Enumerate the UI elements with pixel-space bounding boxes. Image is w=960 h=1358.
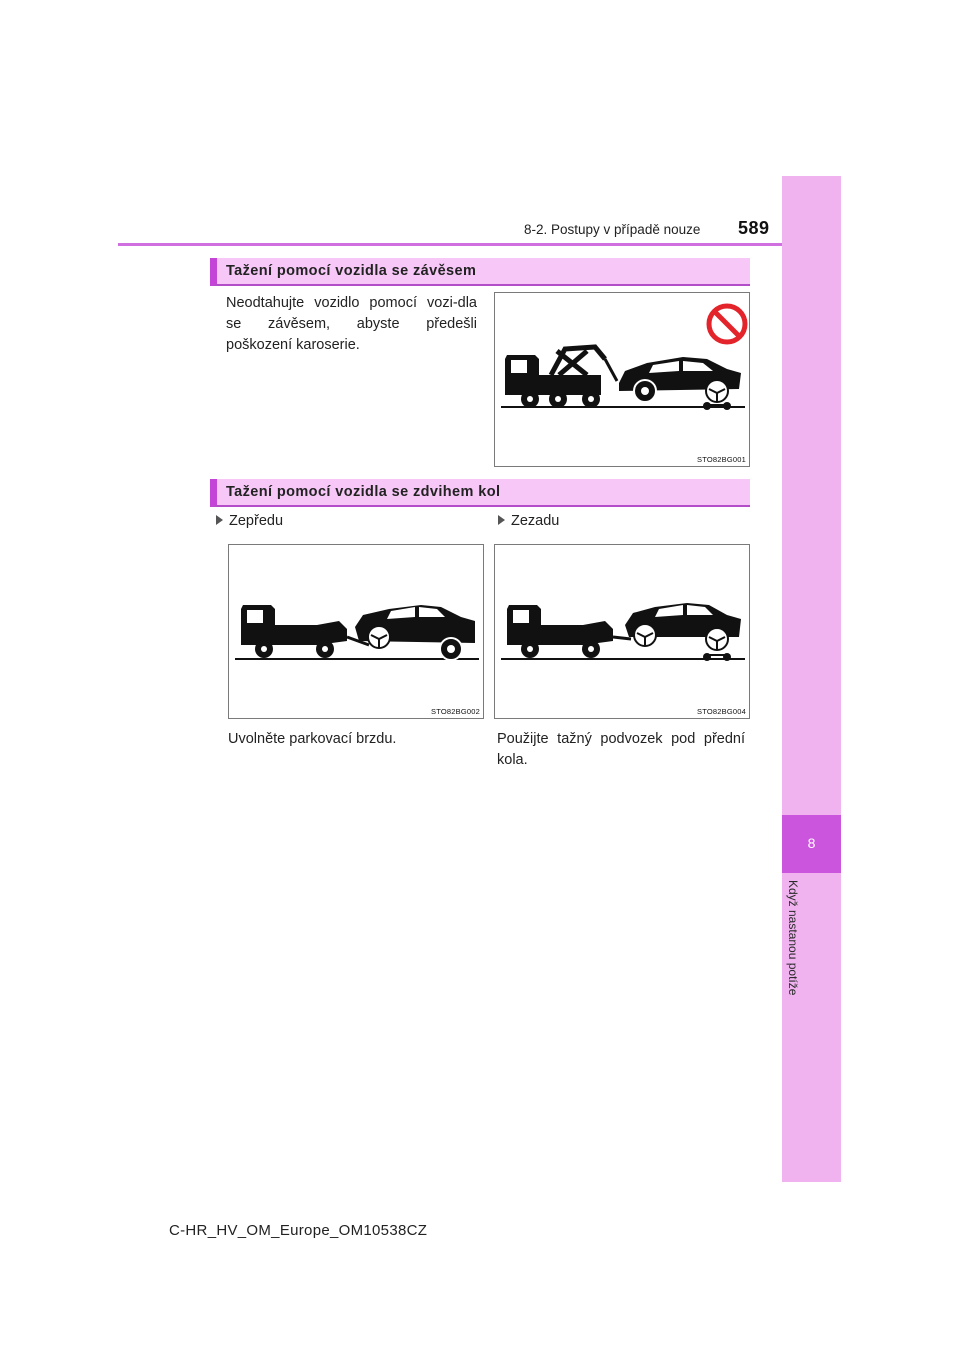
- chapter-number: 8: [807, 835, 816, 851]
- chapter-number-box: [782, 815, 841, 873]
- figure-code: STO82BG001: [697, 455, 746, 464]
- bullet-label: Zezadu: [511, 513, 560, 529]
- header-divider: [118, 243, 782, 246]
- figure-rear-lift: [494, 544, 750, 719]
- chapter-tab: [782, 176, 841, 1182]
- front-lift-illustration: [229, 545, 485, 720]
- front-lift-caption: Uvolněte parkovací brzdu.: [228, 731, 397, 747]
- figure-front-lift: [228, 544, 484, 719]
- section-heading-text: Tažení pomocí vozidla se závěsem: [226, 263, 477, 279]
- prohibition-icon: [709, 306, 745, 342]
- section-heading-sling: [210, 258, 750, 286]
- rear-lift-illustration: [495, 545, 751, 720]
- header-section-title: 8-2. Postupy v případě nouze: [524, 222, 701, 237]
- page-number: 589: [738, 218, 770, 238]
- figure-code: STO82BG002: [431, 707, 480, 716]
- bullet-front: [216, 513, 283, 529]
- triangle-bullet-icon: [216, 515, 223, 525]
- section-heading-wheel-lift: [210, 479, 750, 507]
- rear-lift-caption: Použijte tažný podvozek pod přední kola.: [497, 731, 745, 768]
- bullet-label: Zepředu: [229, 513, 284, 529]
- sling-warning-text: Neodtahujte vozidlo pomocí vozi-dla se závěsem, abyste předešli poškození karoserie.: [226, 295, 477, 353]
- chapter-title-box: [786, 880, 806, 1020]
- triangle-bullet-icon: [498, 515, 505, 525]
- figure-sling-tow: [494, 292, 750, 467]
- sling-tow-illustration: [495, 293, 751, 468]
- chapter-title: Když nastanou potíže: [786, 880, 800, 996]
- document-code: C-HR_HV_OM_Europe_OM10538CZ: [169, 1222, 428, 1239]
- section-heading-text: Tažení pomocí vozidla se zdvihem kol: [226, 484, 501, 500]
- figure-code: STO82BG004: [697, 707, 746, 716]
- bullet-rear: [498, 513, 559, 529]
